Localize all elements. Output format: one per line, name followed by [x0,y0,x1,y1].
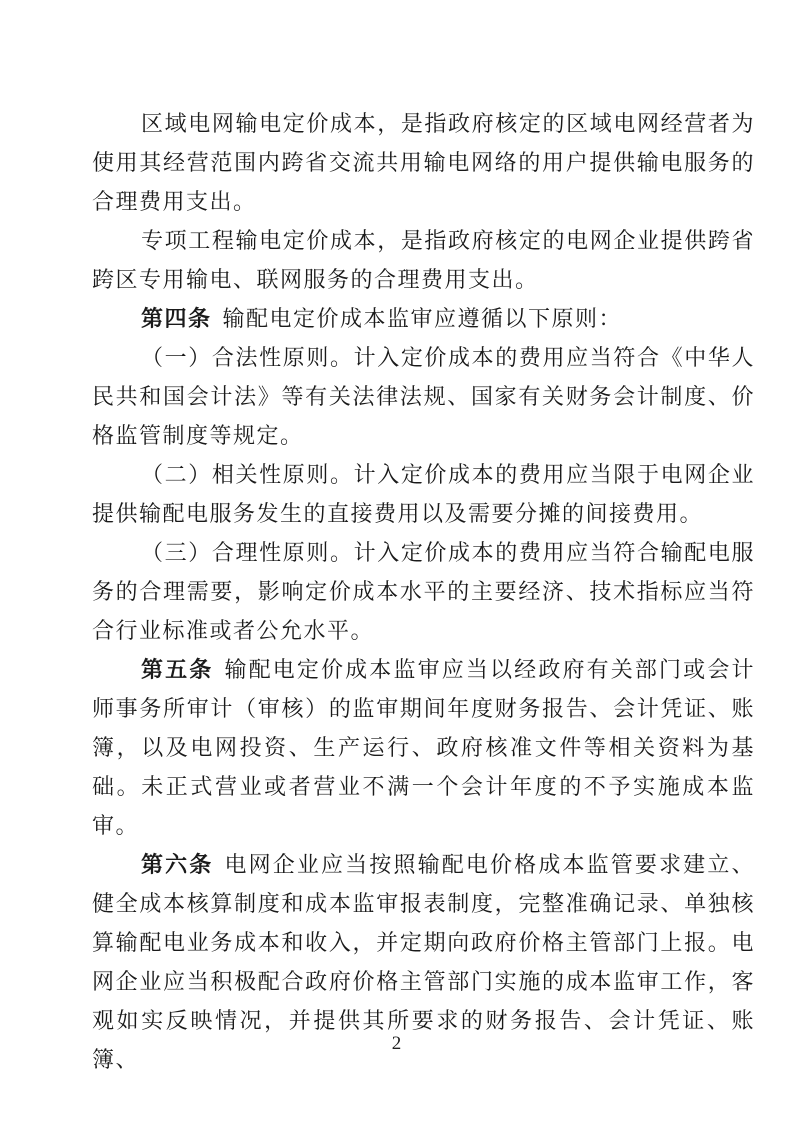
page-footer [0,1033,793,1055]
paragraph-item-1 [92,338,755,455]
paragraph-item-2 [92,455,755,533]
paragraph [92,221,755,299]
paragraph-text: （二）相关性原则。计入定价成本的费用应当限于电网企业提供输配电服务发生的直接费用以及需要分摊的间接费用。 [92,462,755,526]
paragraph-item-3 [92,533,755,650]
page-number: 2 [391,1033,402,1054]
article-number: 第四条 [141,306,212,331]
document-body [92,104,755,1079]
paragraph-text: 输配电定价成本监审应当以经政府有关部门或会计师事务所审计（审核）的监审期间年度财务报告、会计凭证、账簿，以及电网投资、生产运行、政府核准文件等相关资料为基础。未正式营业或者营业不满一个会计年度的不予实施成本监审。 [92,657,755,838]
paragraph-text: 电网企业应当按照输配电价格成本监管要求建立、健全成本核算制度和成本监审报表制度，完整准确记录、单独核算输配电业务成本和收入，并定期向政府价格主管部门上报。电网企业应当积极配合政府价格主管部门实施的成本监审工作，客观如实反映情况，并提供其所要求的财务报告、会计凭证、账簿、 [92,852,755,1072]
paragraph-article-4 [92,299,755,338]
paragraph-text: 专项工程输电定价成本，是指政府核定的电网企业提供跨省跨区专用输电、联网服务的合理费用支出。 [92,228,755,292]
paragraph-text: （一）合法性原则。计入定价成本的费用应当符合《中华人民共和国会计法》等有关法律法规、国家有关财务会计制度、价格监管制度等规定。 [92,345,755,448]
paragraph [92,104,755,221]
article-number: 第六条 [141,852,214,877]
paragraph-text: （三）合理性原则。计入定价成本的费用应当符合输配电服务的合理需要，影响定价成本水平的主要经济、技术指标应当符合行业标准或者公允水平。 [92,540,755,643]
paragraph-text: 区域电网输电定价成本，是指政府核定的区域电网经营者为使用其经营范围内跨省交流共用输电网络的用户提供输电服务的合理费用支出。 [92,111,755,214]
paragraph-article-5 [92,650,755,845]
paragraph-text: 输配电定价成本监审应遵循以下原则： [222,306,623,331]
article-number: 第五条 [141,657,214,682]
